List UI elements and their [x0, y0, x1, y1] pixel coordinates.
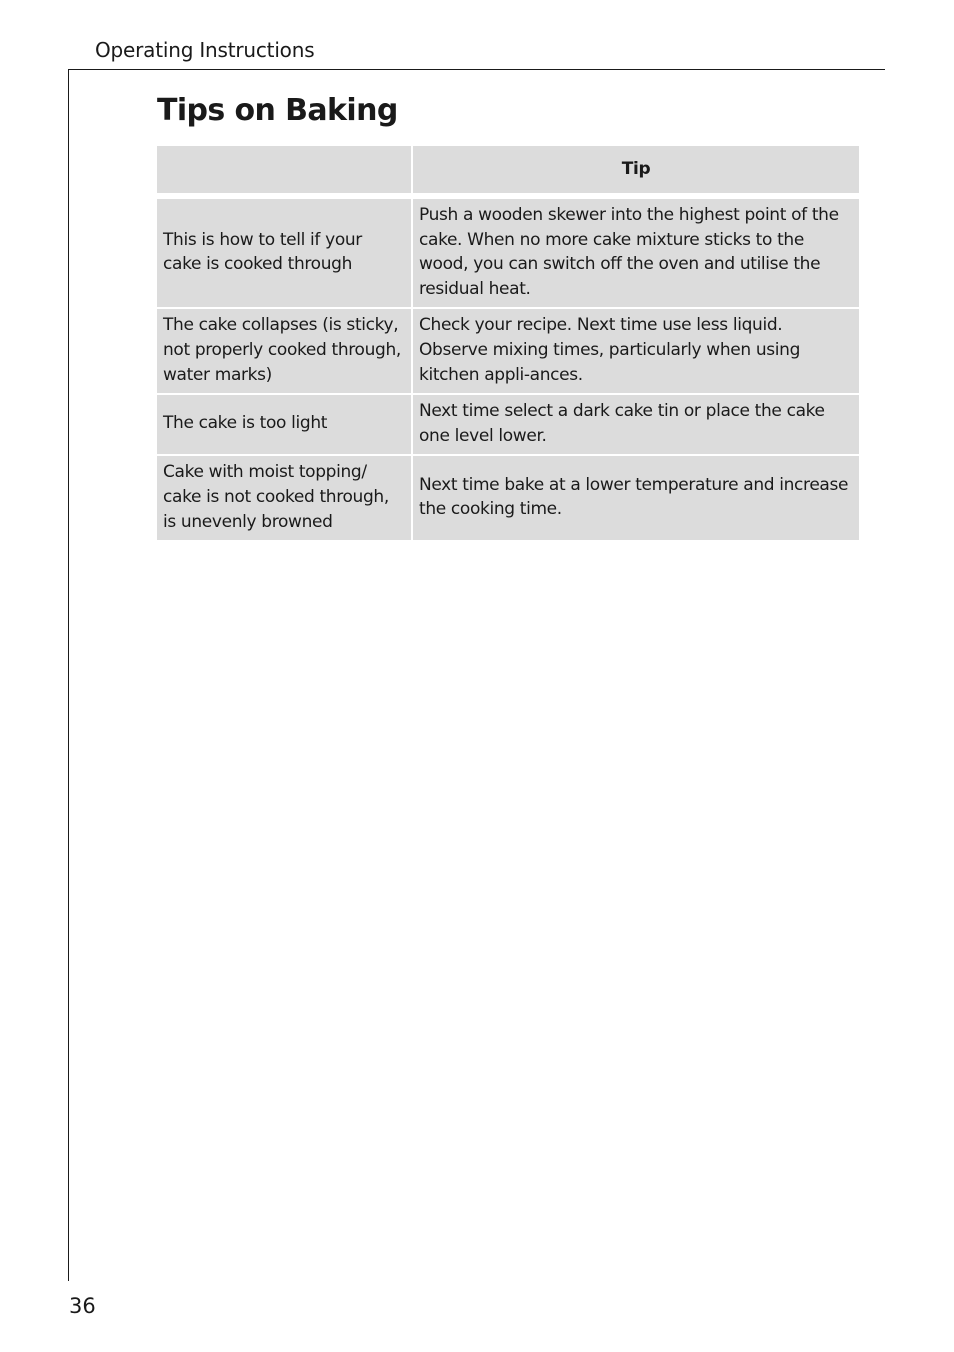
- tips-table: [157, 146, 859, 540]
- table-header-problem: [157, 146, 412, 196]
- table-header-row: [157, 146, 859, 196]
- page-title: Tips on Baking: [157, 93, 398, 128]
- table-row: [157, 196, 859, 308]
- margin-rule: [68, 69, 69, 1281]
- problem-cell: Cake with moist topping/ cake is not cooked through, is unevenly browned: [157, 455, 412, 540]
- tip-cell: Push a wooden skewer into the highest point of the cake. When no more cake mixture sticks to the wood, you can switch off the oven and utilise the residual heat.: [412, 196, 859, 308]
- table-row: [157, 455, 859, 540]
- table-header-tip: Tip: [412, 146, 859, 196]
- tip-cell: Next time select a dark cake tin or place the cake one level lower.: [412, 394, 859, 455]
- problem-cell: The cake collapses (is sticky, not properly cooked through, water marks): [157, 308, 412, 394]
- header-rule: [69, 69, 885, 70]
- table-row: [157, 394, 859, 455]
- table-row: [157, 308, 859, 394]
- tip-cell: Check your recipe. Next time use less liquid. Observe mixing times, particularly when using kitchen appli-ances.: [412, 308, 859, 394]
- tip-cell: Next time bake at a lower temperature and increase the cooking time.: [412, 455, 859, 540]
- page-number: 36: [69, 1294, 96, 1318]
- problem-cell: This is how to tell if your cake is cooked through: [157, 196, 412, 308]
- running-header: Operating Instructions: [95, 38, 315, 62]
- problem-cell: The cake is too light: [157, 394, 412, 455]
